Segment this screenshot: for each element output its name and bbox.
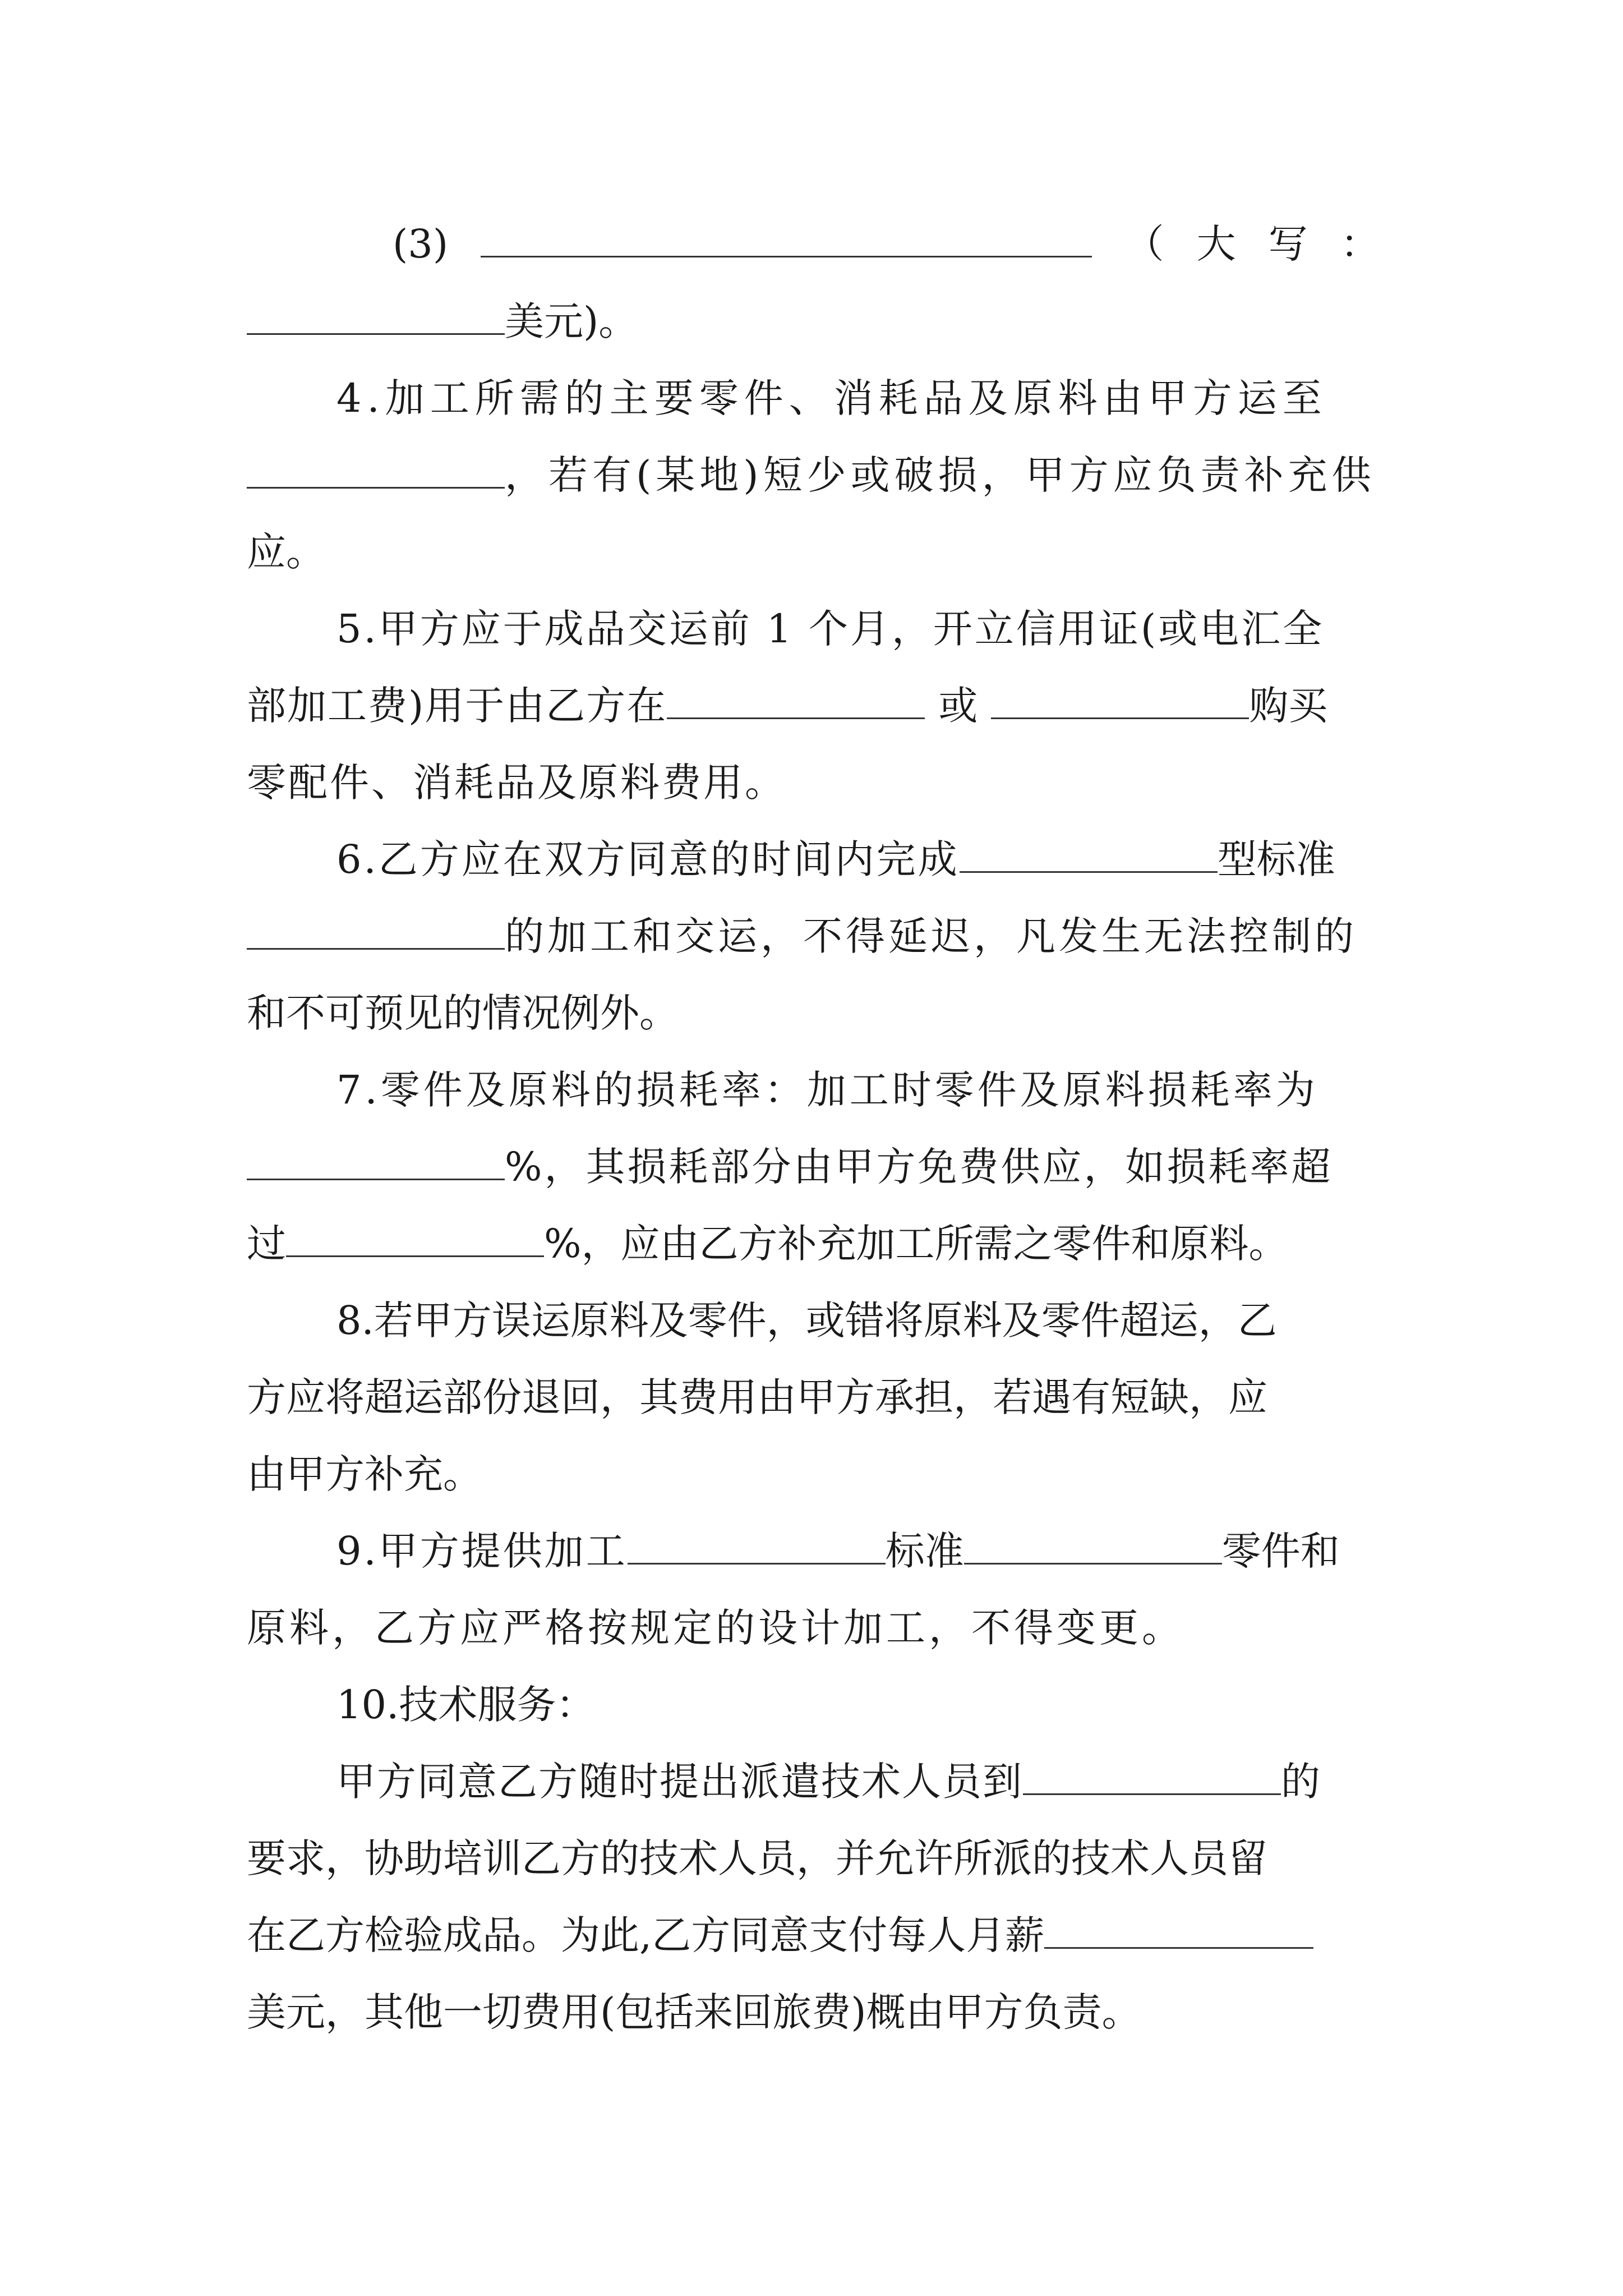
- clause-8: 8.若甲方误运原料及零件，或错将原料及零件超运，乙: [336, 1297, 1277, 1343]
- text-line-21: [336, 1750, 1380, 1813]
- text-segment: ，若有(某地)短少或破损，甲方应负责补充供: [505, 452, 1376, 498]
- paren-open: （: [1124, 221, 1164, 267]
- capital-da: 大: [1196, 221, 1236, 267]
- clause-10: 10.技术服务：: [336, 1682, 596, 1728]
- text-line-11: [247, 982, 1380, 1045]
- text-line-13: [247, 1135, 1380, 1198]
- text-segment: 的加工和交运，不得延迟，凡发生无法控制的: [505, 913, 1357, 959]
- clause-7: 7.零件及原料的损耗率：加工时零件及原料损耗率为: [336, 1067, 1318, 1113]
- text-segment: 原料，乙方应严格按规定的设计加工，不得变更。: [247, 1605, 1184, 1651]
- text-segment: 甲方同意乙方随时提出派遣技术人员到: [336, 1759, 1023, 1805]
- text-line-24: [247, 1981, 1380, 2044]
- text-segment: 应。: [247, 529, 325, 575]
- text-segment: 型标准: [1217, 836, 1335, 882]
- text-line-6: [336, 597, 1380, 660]
- blank-field: [247, 1142, 505, 1180]
- text-line-4: [247, 444, 1380, 507]
- clause-5: 5.甲方应于成品交运前 1 个月，开立信用证(或电汇全: [336, 606, 1325, 652]
- blank-field: [1023, 1756, 1281, 1795]
- text-line-23: [247, 1904, 1380, 1967]
- text-segment: 和不可预见的情况例外。: [247, 990, 679, 1036]
- text-segment: 要求，协助培训乙方的技术人员，并允许所派的技术人员留: [247, 1835, 1267, 1881]
- text-line-22: [247, 1827, 1380, 1890]
- text-line-18: [336, 1520, 1380, 1582]
- text-segment: 美元，其他一切费用(包括来回旅费)概由甲方负责。: [247, 1989, 1141, 2035]
- text-segment: 部加工费)用于由乙方在: [247, 683, 667, 729]
- clause-number-3: (3): [393, 221, 449, 267]
- text-segment: 方应将超运部份退回，其费用由甲方承担，若遇有短缺，应: [247, 1374, 1267, 1420]
- text-line-19: [247, 1596, 1380, 1659]
- text-line-1: [393, 213, 1380, 275]
- text-segment: 在乙方检验成品。为此,乙方同意支付每人月薪: [247, 1912, 1045, 1958]
- blank-field: [628, 1526, 886, 1565]
- text-line-7: [247, 674, 1380, 737]
- clause-9: 9.甲方提供加工: [336, 1528, 628, 1574]
- clause-6: 6.乙方应在双方同意的时间内完成: [336, 836, 960, 882]
- blank-field: [991, 680, 1249, 719]
- blank-field: [247, 911, 505, 950]
- colon: ：: [1340, 221, 1380, 267]
- text-line-14: [247, 1212, 1380, 1275]
- text-line-5: [247, 521, 1380, 583]
- text-segment: 或: [938, 683, 978, 729]
- blank-field: [247, 450, 505, 489]
- text-line-2: [247, 290, 1380, 353]
- text-segment: 由甲方补充。: [247, 1451, 482, 1497]
- blank-field: [667, 680, 925, 719]
- text-line-8: [247, 751, 1380, 814]
- text-segment: 过: [247, 1221, 286, 1267]
- text-segment: 购买: [1249, 683, 1328, 729]
- text-segment: %，其损耗部分由甲方免费供应，如损耗率超: [505, 1144, 1333, 1190]
- text-line-15: [336, 1289, 1380, 1352]
- text-line-20: [336, 1673, 1380, 1736]
- text-line-16: [247, 1366, 1380, 1429]
- text-segment: %，应由乙方补充加工所需之零件和原料。: [544, 1221, 1288, 1267]
- text-line-17: [247, 1443, 1380, 1506]
- text-line-12: [336, 1059, 1380, 1121]
- blank-field: [481, 219, 1092, 257]
- capital-xie: 写: [1268, 221, 1308, 267]
- blank-field: [1044, 1910, 1313, 1949]
- text-line-10: [247, 905, 1380, 968]
- blank-field: [286, 1218, 544, 1257]
- blank-field: [960, 834, 1218, 873]
- text-segment: 标准: [885, 1528, 964, 1574]
- text-segment: 的: [1281, 1759, 1320, 1805]
- blank-field: [964, 1526, 1222, 1565]
- blank-field: [247, 296, 505, 335]
- text-segment: 美元)。: [505, 298, 638, 344]
- text-segment: 零件和: [1221, 1528, 1340, 1574]
- text-line-3: [336, 367, 1380, 430]
- clause-4: 4.加工所需的主要零件、消耗品及原料由甲方运至: [336, 375, 1327, 421]
- text-line-9: [336, 828, 1380, 891]
- text-segment: 零配件、消耗品及原料费用。: [247, 760, 786, 806]
